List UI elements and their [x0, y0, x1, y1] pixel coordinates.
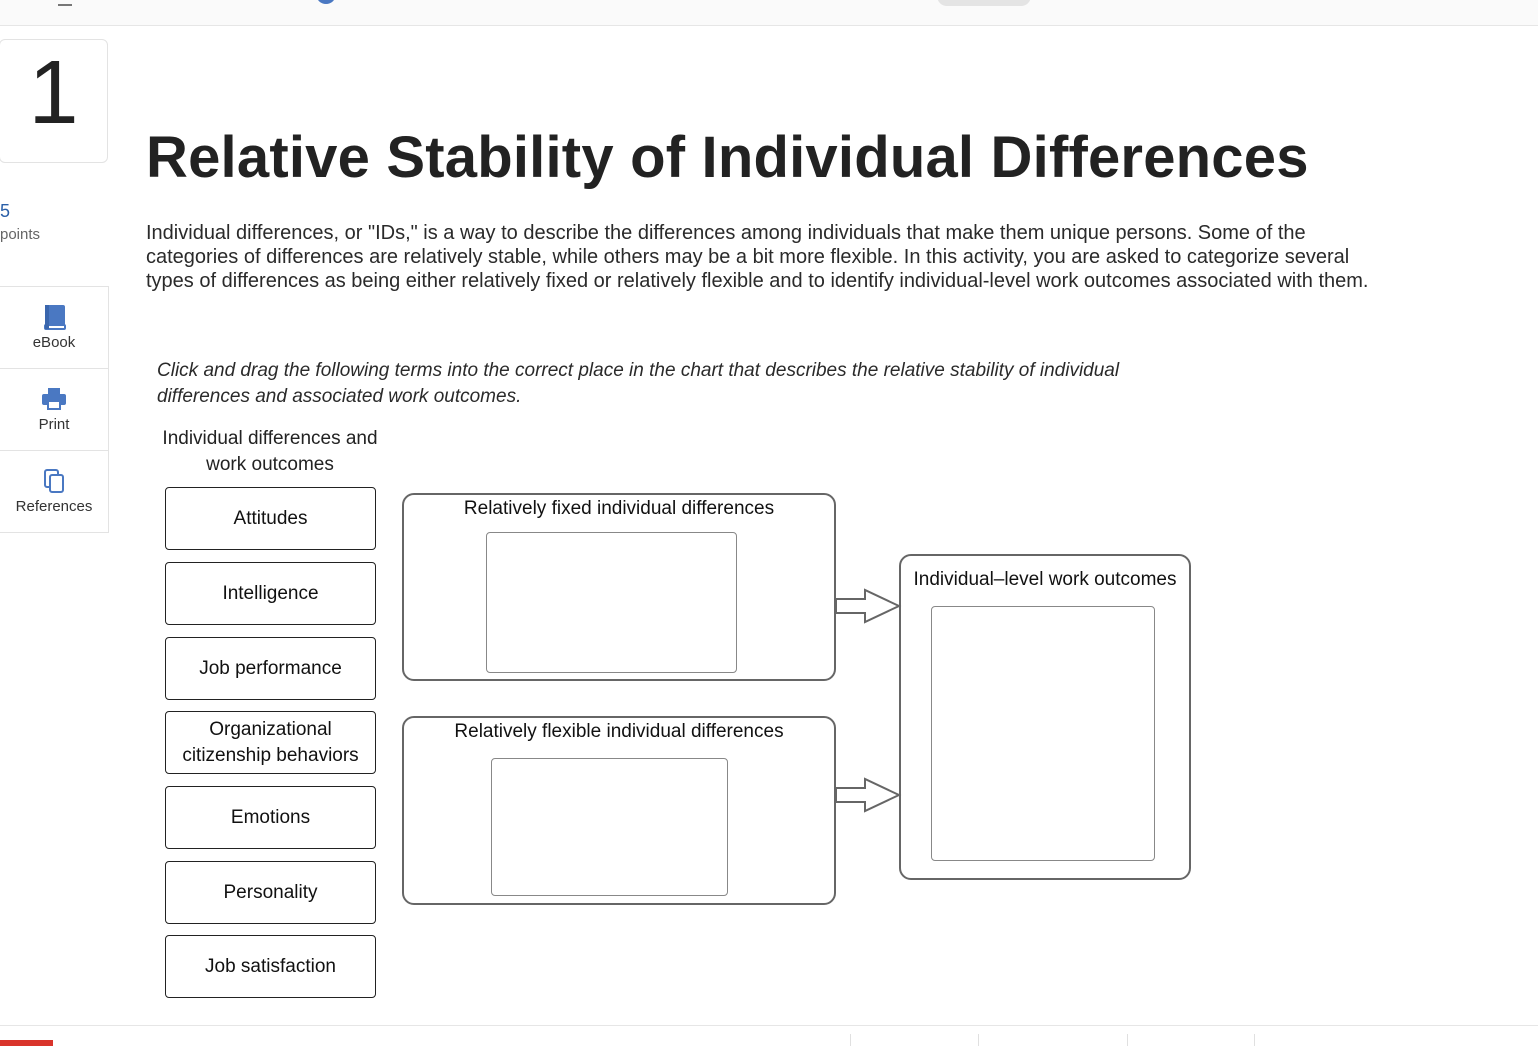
bottom-divider — [1254, 1034, 1255, 1046]
work-outcomes-label: Individual–level work outcomes — [913, 569, 1177, 590]
term-personality[interactable]: Personality — [165, 861, 376, 924]
bottom-bar — [0, 1025, 1538, 1045]
term-attitudes[interactable]: Attitudes — [165, 487, 376, 550]
arrow-right-icon — [836, 779, 899, 811]
term-job-performance[interactable]: Job performance — [165, 637, 376, 700]
print-label: Print — [38, 416, 70, 433]
instructions: Click and drag the following terms into the correct place in the chart that describes the relative stability of individual differences and associated work outcomes. — [157, 360, 1120, 407]
term-emotions[interactable]: Emotions — [165, 786, 376, 849]
bottom-divider — [850, 1034, 851, 1046]
points-value: 5 — [0, 201, 11, 221]
references-label: References — [15, 498, 93, 515]
term-job-satisfaction[interactable]: Job satisfaction — [165, 935, 376, 998]
intro-paragraph: Individual differences, or "IDs," is a way to describe the differences among individuals that make them unique persons. Some of the categories of differences are relatively stable, while others may be a bit more flexible. In this activity, you are asked to categorize several types of differences as being either relatively fixed or relatively flexible and to identify individual-level work outcomes associated with them. — [146, 222, 1369, 292]
term-organizational-citizenship-behaviors[interactable]: Organizational citizenship behaviors — [165, 711, 376, 774]
page-title: Relative Stability of Individual Differences — [146, 125, 1309, 190]
points-label: points — [0, 226, 41, 243]
bottom-divider — [978, 1034, 979, 1046]
bottom-divider — [1127, 1034, 1128, 1046]
term-bank-heading: Individual differences and work outcomes — [162, 428, 378, 475]
flexible-differences-label: Relatively flexible individual differences — [454, 721, 784, 742]
question-number: 1 — [28, 43, 79, 143]
fixed-differences-label: Relatively fixed individual differences — [463, 498, 775, 519]
ebook-label: eBook — [32, 334, 76, 351]
arrow-right-icon — [836, 590, 899, 622]
alert-badge[interactable] — [0, 1040, 53, 1046]
term-intelligence[interactable]: Intelligence — [165, 562, 376, 625]
